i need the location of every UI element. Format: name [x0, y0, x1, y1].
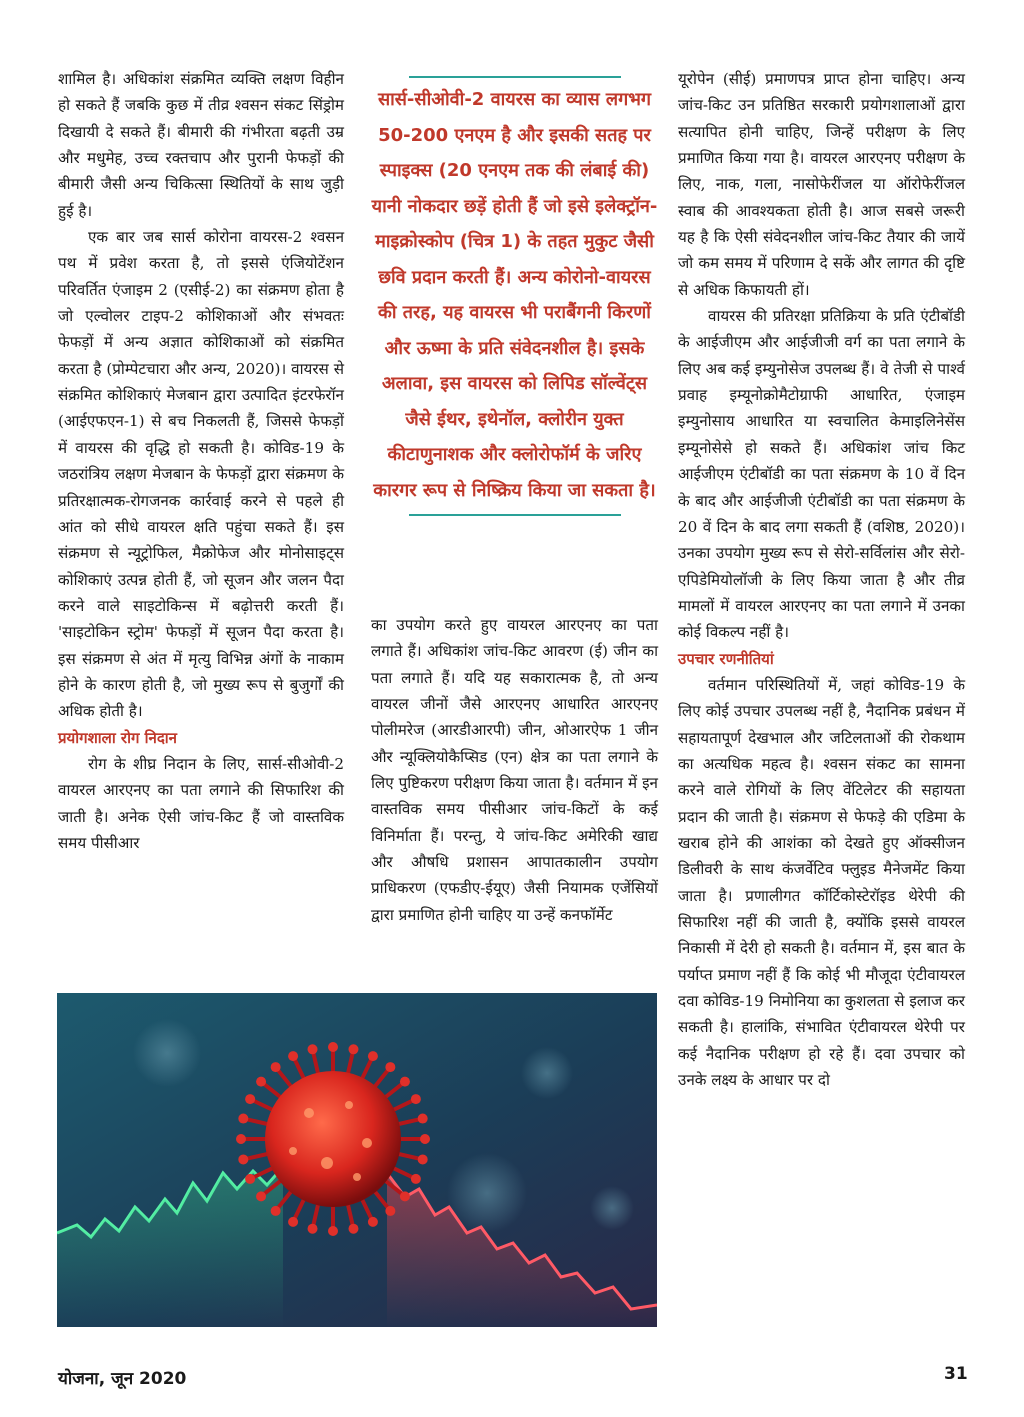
- page-number: 31: [944, 1364, 968, 1384]
- pull-quote-top-rule: [409, 76, 621, 78]
- right-para-3: वर्तमान परिस्थितियों में, जहां कोविड-19 के लिए कोई उपचार उपलब्ध नहीं है, नैदानिक प्रबंधन में सहायतापूर्ण देखभाल और जटिलताओं की रोकथाम का अत्यधिक महत्व है। श्वसन संकट का सामना करने वाले रोगियों के लिए वेंटिलेटर की सहायता प्रदान की जाती है। संक्रमण से फेफड़े की एडिमा के खराब होने की आशंका को देखते हुए ऑक्सीजन डिलीवरी के साथ कंजर्वेटिव फ्लुइड मैनेजमेंट किया जाता है। प्रणालीगत कॉर्टिकोस्टेरॉइड थेरेपी की सिफारिश नहीं की जाती है, क्योंकि इससे वायरल निकासी में देरी हो सकती है। वर्तमान में, इस बात के पर्याप्त प्रमाण नहीं हैं कि कोई भी मौजूदा एंटीवायरल दवा कोविड-19 निमोनिया का कुशलता से इलाज कर सकती है। हालांकि, संभावित एंटीवायरल थेरेपी पर कई नैदानिक परीक्षण हो रहे हैं। दवा उपचार को उनके लक्ष्य के आधार पर दो: [678, 675, 965, 1090]
- middle-para-1: का उपयोग करते हुए वायरल आरएनए का पता लगाते हैं। अधिकांश जांच-किट आवरण (ई) जीन का पता लगाते हैं। यदि यह सकारात्मक है, तो अन्य वायरल जीनों जैसे आरएनए आधारित आरएनए पोलीमरेज (आरडीआरपी) जीन, ओआरऐफ 1 जीन और न्यूक्लियोकैप्सिड (एन) क्षेत्र का पता लगाने के लिए पुष्टिकरण परीक्षण किया जाता है। वर्तमान में इन वास्तविक समय पीसीआर जांच-किटों के कई विनिर्माता हैं। परन्तु, ये जांच-किट अमेरिकी खाद्य और औषधि प्रशासन आपातकालीन उपयोग प्राधिकरण (एफडीए-ईयूए) जैसी नियामक एजेंसियों द्वारा प्रमाणित होनी चाहिए या उन्हें कनफॉर्मेट: [371, 616, 658, 924]
- pull-quote: [371, 76, 658, 516]
- right-para-1: यूरोपेन (सीई) प्रमाणपत्र प्राप्त होना चाहिए। अन्य जांच-किट उन प्रतिष्ठित सरकारी प्रयोगशालाओं द्वारा सत्यापित होनी चाहिए, जिन्हें परीक्षण के लिए प्रमाणित किया गया है। वायरल आरएनए परीक्षण के लिए, नाक, गला, नासोफेरींजल या ऑरोफेरींजल स्वाब की आवश्यकता होती है। आज सबसे जरूरी यह है कि ऐसी संवेदनशील जांच-किट तैयार की जायें जो कम समय में परिणाम दे सकें और लागत की दृष्टि से अधिक किफायती हों।: [678, 70, 965, 299]
- pull-quote-bottom-rule: [409, 514, 621, 516]
- coronavirus-illustration: [57, 993, 657, 1327]
- pull-quote-text: सार्स-सीओवी-2 वायरस का व्यास लगभग 50-200 एनएम है और इसकी सतह पर स्पाइक्स (20 एनएम तक की लंबाई की) यानी नोकदार छड़ें होती हैं जो इसे इलेक्ट्रॉन-माइक्रोस्कोप (चित्र 1) के तहत मुकुट जैसी छवि प्रदान करती हैं। अन्य कोरोनो-वायरस की तरह, यह वायरस भी पराबैंगनी किरणों और ऊष्मा के प्रति संवेदनशील है। इसके अलावा, इस वायरस को लिपिड सॉल्वेंट्स जैसे ईथर, इथेनॉल, क्लोरीन युक्त कीटाणुनाशक और क्लोरोफॉर्म के जरिए कारगर रूप से निष्क्रिय किया जा सकता है।: [371, 89, 658, 501]
- right-column: [678, 66, 965, 1093]
- right-para-2: वायरस की प्रतिरक्षा प्रतिक्रिया के प्रति एंटीबॉडी के आईजीएम और आईजीजी वर्ग का पता लगाने के लिए अब कई इम्युनोसेज उपलब्ध हैं। वे तेजी से पार्श्व प्रवाह इम्यूनोक्रोमैटोग्राफी आधारित, एंजाइम इम्युनोसाय आधारित या स्वचालित केमाइलिनेसेंस इम्यूनोसेसे हो सकते हैं। अधिकांश जांच किट आईजीएम एंटीबॉडी का पता संक्रमण के 10 वें दिन के बाद और आईजीजी एंटीबॉडी का पता संक्रमण के 20 वें दिन के बाद लगा सकती हैं (वशिष्ठ, 2020)। उनका उपयोग मुख्य रूप से सेरो-सर्विलांस और सेरो-एपिडेमियोलॉजी के लिए किया जाता है और तीव्र मामलों में वायरल आरएनए का पता लगाने में उनका कोई विकल्प नहीं है।: [678, 307, 965, 642]
- footer-magazine-date: योजना, जून 2020: [58, 1369, 187, 1389]
- left-para-1: शामिल है। अधिकांश संक्रमित व्यक्ति लक्षण विहीन हो सकते हैं जबकि कुछ में तीव्र श्वसन संकट सिंड्रोम दिखायी दे सकते हैं। बीमारी की गंभीरता बढ़ती उम्र और मधुमेह, उच्च रक्तचाप और पुरानी फेफड़ों की बीमारी जैसी अन्य चिकित्सा स्थितियों के साथ जुड़ी हुई है।: [58, 70, 344, 220]
- section-heading-lab-diagnosis: प्रयोगशाला रोग निदान: [58, 728, 178, 747]
- middle-column: [371, 612, 658, 928]
- left-para-2: एक बार जब सार्स कोरोना वायरस-2 श्वसन पथ में प्रवेश करता है, तो इससे एंजियोटेंशन परिवर्तित एंजाइम 2 (एसीई-2) का संक्रमण होता है जो एल्वोलर टाइप-2 कोशिकाओं और संभवतः फेफड़ों में अन्य अज्ञात कोशिकाओं को संक्रमित करता है (प्रोम्पेटचारा और अन्य, 2020)। वायरस से संक्रमित कोशिकाएं मेजबान द्वारा उत्पादित इंटरफेरॉन (आईएफएन-1) से बच निकलती हैं, जिससे फेफड़ों में वायरस की वृद्धि हो सकती है। कोविड-19 के जठरांत्रिय लक्षण मेजबान के फेफड़ों द्वारा संक्रमण के प्रतिरक्षात्मक-रोगजनक कार्रवाई करने से पहले ही आंत को सीधे वायरल क्षति पहुंचा सकते हैं। इस संक्रमण से न्यूट्रोफिल, मैक्रोफेज और मोनोसाइट्स कोशिकाएं उत्पन्न होती हैं, जो सूजन और जलन पैदा करने वाले साइटोकिन्स में बढ़ोत्तरी करती हैं। 'साइटोकिन स्ट्रोम' फेफड़ों में सूजन पैदा करता है। इस संक्रमण से अंत में मृत्यु विभिन्न अंगों के नाकाम होने के कारण होती है, जो मुख्य रूप से बुजुर्गों की अधिक होती है।: [58, 228, 344, 721]
- section-heading-treatment: उपचार रणनीतियां: [678, 649, 774, 668]
- virus-graph-icon: [57, 993, 657, 1327]
- left-para-3: रोग के शीघ्र निदान के लिए, सार्स-सीओवी-2 वायरल आरएनए का पता लगाने की सिफारिश की जाती है। अनेक ऐसी जांच-किट हैं जो वास्तविक समय पीसीआर: [58, 754, 344, 852]
- left-column: [58, 66, 344, 856]
